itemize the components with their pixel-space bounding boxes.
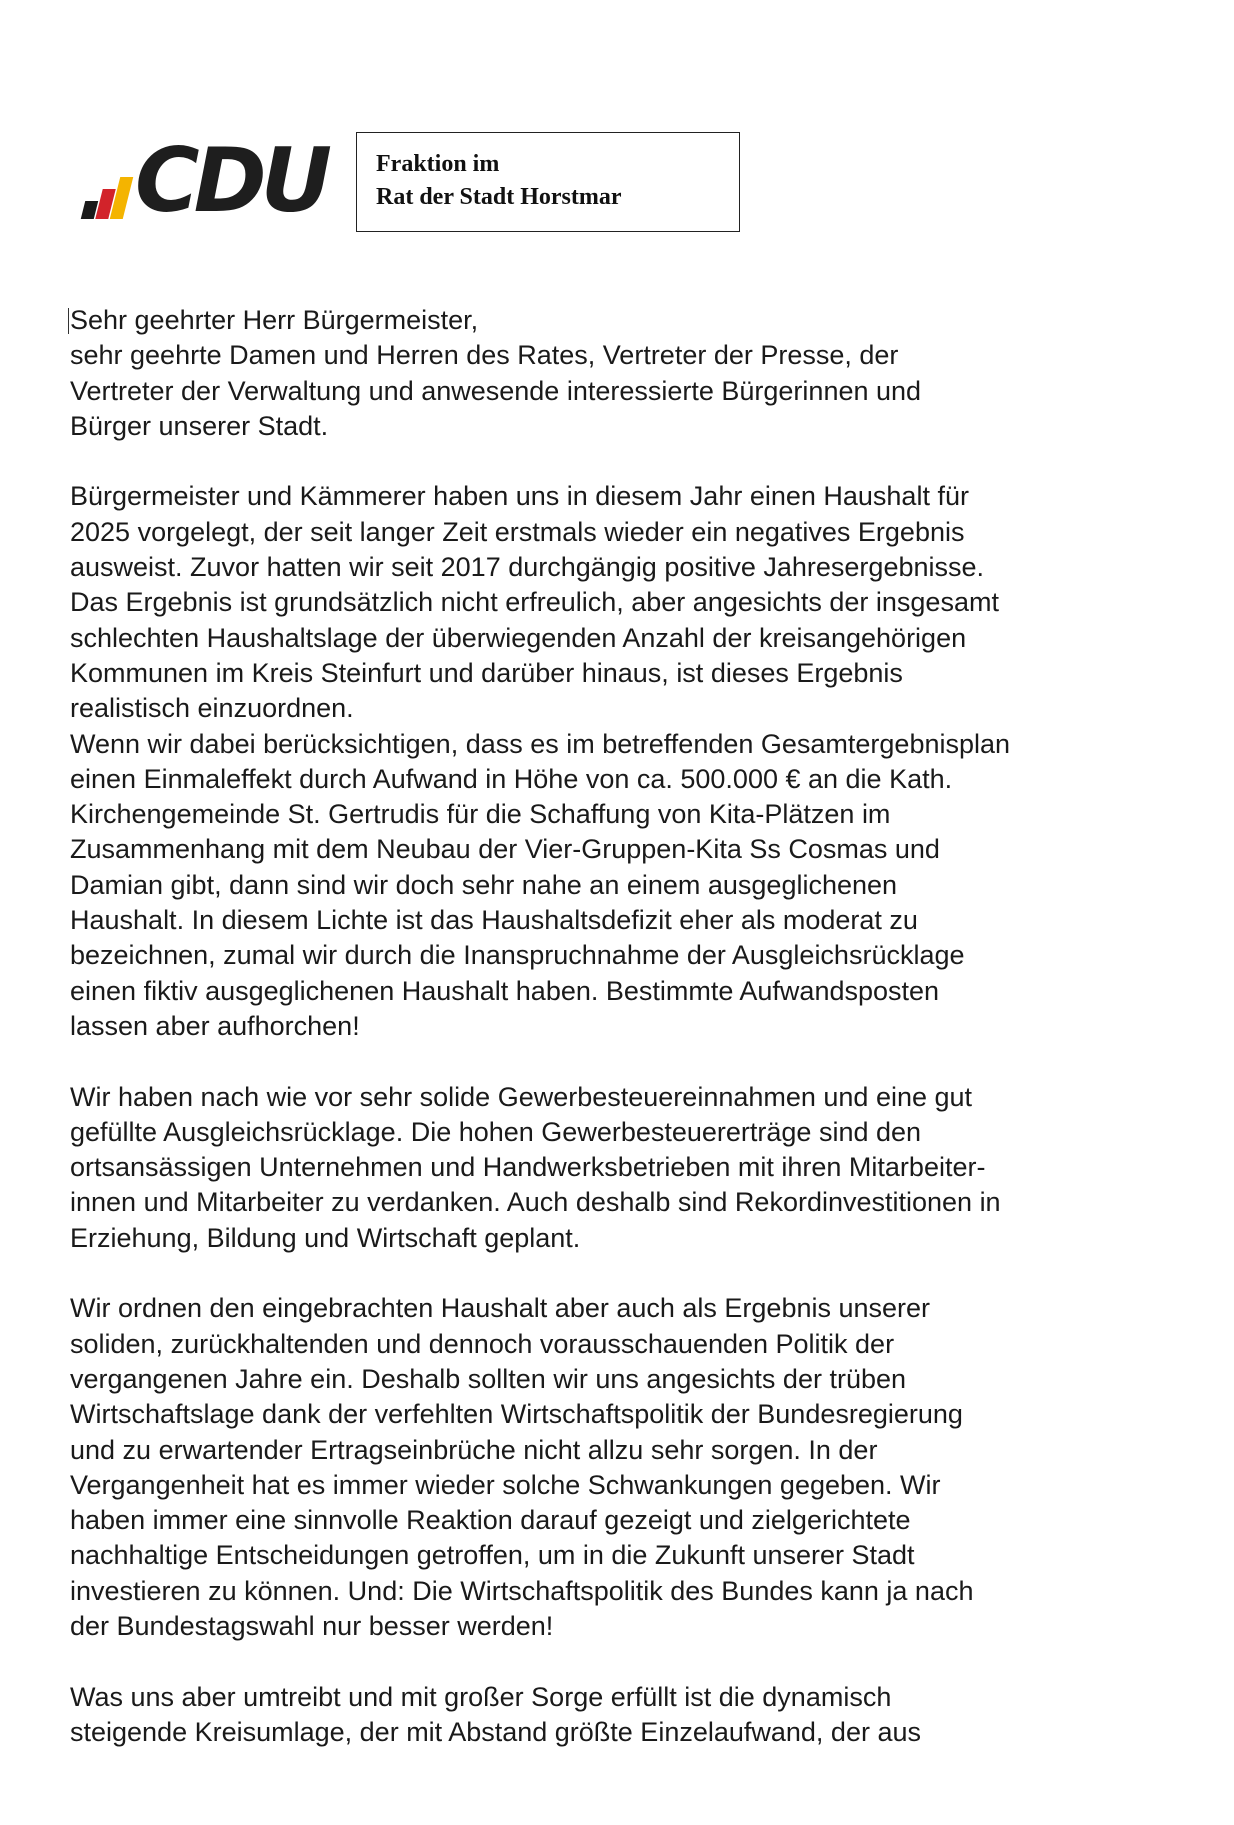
text-line: investieren zu können. Und: Die Wirtschaftspolitik des Bundes kann ja nach — [70, 1575, 974, 1606]
text-line: Kirchengemeinde St. Gertrudis für die Schaffung von Kita-Plätzen im — [70, 799, 891, 830]
text-line: ausweist. Zuvor hatten wir seit 2017 durchgängig positive Jahresergebnisse. — [70, 552, 985, 583]
faction-box — [356, 132, 740, 232]
text-line: Erziehung, Bildung und Wirtschaft geplant. — [70, 1222, 581, 1253]
text-line: Bürgermeister und Kämmerer haben uns in diesem Jahr einen Haushalt für — [70, 481, 969, 512]
paragraph-one-time-effect — [70, 727, 1170, 1045]
text-line: und zu erwartender Ertragseinbrüche nicht allzu sehr sorgen. In der — [70, 1434, 878, 1465]
text-line: soliden, zurückhaltenden und dennoch vorausschauenden Politik der — [70, 1328, 895, 1359]
paragraph-salutation — [70, 303, 1170, 444]
text-line: Bürger unserer Stadt. — [70, 410, 329, 441]
text-line: nachhaltige Entscheidungen getroffen, um in die Zukunft unserer Stadt — [70, 1540, 915, 1571]
text-line: schlechten Haushaltslage der überwiegenden Anzahl der kreisangehörigen — [70, 622, 967, 653]
text-line: Wir haben nach wie vor sehr solide Gewerbesteuereinnahmen und eine gut — [70, 1081, 973, 1112]
text-line: Wir ordnen den eingebrachten Haushalt aber auch als Ergebnis unserer — [70, 1293, 931, 1324]
text-line: einen Einmaleffekt durch Aufwand in Höhe von ca. 500.000 € an die Kath. — [70, 763, 953, 794]
text-line: gefüllte Ausgleichsrücklage. Die hohen Gewerbesteuererträge sind den — [70, 1116, 922, 1147]
paragraph-district-levy — [70, 1680, 1170, 1751]
faction-line-2: Rat der Stadt Horstmar — [376, 184, 622, 210]
text-line: Wenn wir dabei berücksichtigen, dass es im betreffenden Gesamtergebnisplan — [70, 728, 1011, 759]
text-line: einen fiktiv ausgeglichenen Haushalt haben. Bestimmte Aufwandsposten — [70, 975, 940, 1006]
paragraph-policy — [70, 1291, 1170, 1644]
text-line: sehr geehrte Damen und Herren des Rates, Vertreter der Presse, der — [70, 340, 899, 371]
text-line: Haushalt. In diesem Lichte ist das Haushaltsdefizit eher als moderat zu — [70, 905, 918, 936]
text-line: Vergangenheit hat es immer wieder solche Schwankungen gegeben. Wir — [70, 1469, 941, 1500]
text-line: 2025 vorgelegt, der seit langer Zeit erstmals wieder ein negatives Ergebnis — [70, 516, 965, 547]
logo-wordmark: CDU — [135, 129, 327, 232]
text-line: vergangenen Jahre ein. Deshalb sollten wir uns angesichts der trüben — [70, 1363, 907, 1394]
text-line: der Bundestagswahl nur besser werden! — [70, 1610, 554, 1641]
letter-body — [70, 303, 1170, 1750]
text-line: lassen aber aufhorchen! — [70, 1010, 360, 1041]
text-line: bezeichnen, zumal wir durch die Inanspruchnahme der Ausgleichsrücklage — [70, 940, 965, 971]
text-line: Zusammenhang mit dem Neubau der Vier-Gruppen-Kita Ss Cosmas und — [70, 834, 940, 865]
paragraph-trade-tax — [70, 1080, 1170, 1256]
text-line: Das Ergebnis ist grundsätzlich nicht erfreulich, aber angesichts der insgesamt — [70, 587, 999, 618]
text-line: ortsansässigen Unternehmen und Handwerksbetrieben mit ihren Mitarbeiter- — [70, 1152, 986, 1183]
text-line: Was uns aber umtreibt und mit großer Sorge erfüllt ist die dynamisch — [70, 1681, 892, 1712]
text-line: Damian gibt, dann sind wir doch sehr nahe an einem ausgeglichenen — [70, 869, 898, 900]
text-line: Kommunen im Kreis Steinfurt und darüber hinaus, ist dieses Ergebnis — [70, 657, 903, 688]
text-line: steigende Kreisumlage, der mit Abstand größte Einzelaufwand, der aus — [70, 1716, 921, 1747]
text-line: Sehr geehrter Herr Bürgermeister, — [70, 305, 479, 335]
text-line: Wirtschaftslage dank der verfehlten Wirtschaftspolitik der Bundesregierung — [70, 1399, 963, 1430]
text-cursor — [68, 308, 69, 334]
cdu-logo — [80, 129, 327, 232]
paragraph-budget-intro — [70, 479, 1170, 726]
text-line: haben immer eine sinnvolle Reaktion darauf gezeigt und zielgerichtete — [70, 1505, 911, 1536]
text-line: realistisch einzuordnen. — [70, 693, 354, 724]
text-line: innen und Mitarbeiter zu verdanken. Auch deshalb sind Rekordinvestitionen in — [70, 1187, 1001, 1218]
faction-line-1: Fraktion im — [376, 151, 500, 177]
text-line: Vertreter der Verwaltung und anwesende interessierte Bürgerinnen und — [70, 375, 922, 406]
